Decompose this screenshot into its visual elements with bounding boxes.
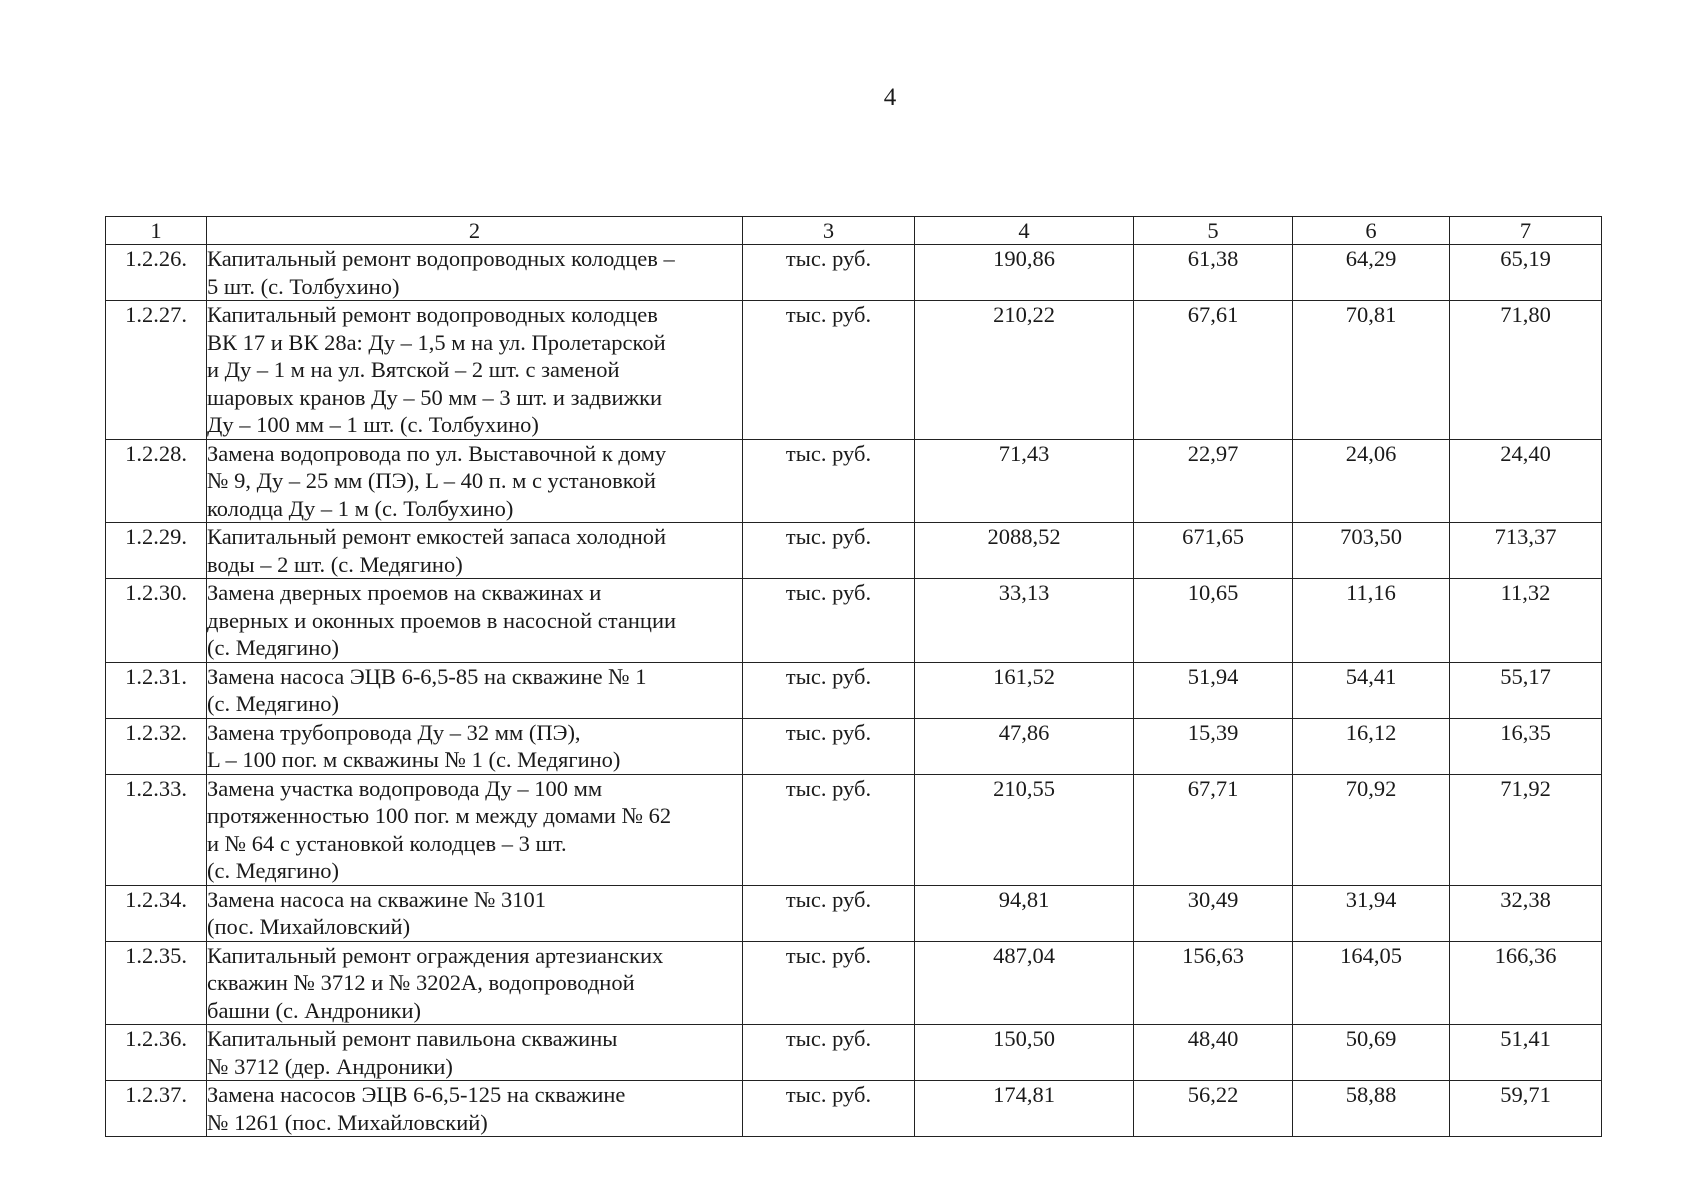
value-cell-col6: 58,88 <box>1293 1081 1450 1137</box>
table-row <box>106 941 1602 1025</box>
row-number-cell: 1.2.31. <box>106 662 207 718</box>
description-line: Капитальный ремонт водопроводных колодцев <box>207 302 658 327</box>
unit-cell: тыс. руб. <box>743 301 915 440</box>
description-line: шаровых кранов Ду – 50 мм – 3 шт. и задвижки <box>207 384 663 410</box>
column-header: 1 <box>106 217 207 245</box>
value-cell-col7: 59,71 <box>1450 1081 1602 1137</box>
description-cell <box>207 523 743 579</box>
description-line: Капитальный ремонт водопроводных колодцев – <box>207 246 675 271</box>
description-cell <box>207 439 743 523</box>
unit-cell: тыс. руб. <box>743 718 915 774</box>
value-cell-col7: 16,35 <box>1450 718 1602 774</box>
description-line: Замена насоса на скважине № 3101 <box>207 886 547 912</box>
description-line: L – 100 пог. м скважины № 1 (с. Медягино) <box>207 747 621 772</box>
value-cell-col6: 54,41 <box>1293 662 1450 718</box>
row-number-cell: 1.2.32. <box>106 718 207 774</box>
description-line: № 1261 (пос. Михайловский) <box>207 1109 488 1135</box>
column-header: 7 <box>1450 217 1602 245</box>
value-cell-col6: 164,05 <box>1293 941 1450 1025</box>
header-row <box>106 217 1602 245</box>
description-line: дверных и оконных проемов в насосной станции <box>207 607 677 633</box>
row-number-cell: 1.2.33. <box>106 774 207 885</box>
description-line: башни (с. Андроники) <box>207 997 421 1023</box>
description-line: скважин № 3712 и № 3202А, водопроводной <box>207 970 635 995</box>
value-cell-col4: 174,81 <box>915 1081 1134 1137</box>
works-table <box>105 216 1602 1137</box>
value-cell-col5: 67,61 <box>1134 301 1293 440</box>
description-line: (пос. Михайловский) <box>207 914 411 939</box>
table-row <box>106 1025 1602 1081</box>
value-cell-col5: 30,49 <box>1134 885 1293 941</box>
column-header: 3 <box>743 217 915 245</box>
value-cell-col6: 16,12 <box>1293 718 1450 774</box>
value-cell-col5: 10,65 <box>1134 579 1293 663</box>
table-row <box>106 662 1602 718</box>
row-number-cell: 1.2.36. <box>106 1025 207 1081</box>
value-cell-col5: 61,38 <box>1134 245 1293 301</box>
description-line: (с. Медягино) <box>207 858 339 883</box>
description-line: Замена трубопровода Ду – 32 мм (ПЭ), <box>207 719 581 745</box>
value-cell-col5: 67,71 <box>1134 774 1293 885</box>
value-cell-col7: 32,38 <box>1450 885 1602 941</box>
value-cell-col6: 31,94 <box>1293 885 1450 941</box>
description-cell <box>207 662 743 718</box>
value-cell-col6: 703,50 <box>1293 523 1450 579</box>
value-cell-col6: 70,92 <box>1293 774 1450 885</box>
value-cell-col5: 22,97 <box>1134 439 1293 523</box>
value-cell-col5: 671,65 <box>1134 523 1293 579</box>
value-cell-col5: 156,63 <box>1134 941 1293 1025</box>
value-cell-col4: 94,81 <box>915 885 1134 941</box>
column-header: 6 <box>1293 217 1450 245</box>
value-cell-col4: 210,22 <box>915 301 1134 440</box>
value-cell-col6: 11,16 <box>1293 579 1450 663</box>
value-cell-col5: 48,40 <box>1134 1025 1293 1081</box>
table-row <box>106 245 1602 301</box>
unit-cell: тыс. руб. <box>743 579 915 663</box>
table-row <box>106 301 1602 440</box>
table-row <box>106 774 1602 885</box>
unit-cell: тыс. руб. <box>743 1081 915 1137</box>
description-line: и Ду – 1 м на ул. Вятской – 2 шт. с заменой <box>207 357 620 382</box>
value-cell-col4: 33,13 <box>915 579 1134 663</box>
unit-cell: тыс. руб. <box>743 885 915 941</box>
row-number-cell: 1.2.34. <box>106 885 207 941</box>
description-line: колодца Ду – 1 м (с. Толбухино) <box>207 495 514 521</box>
description-cell <box>207 774 743 885</box>
value-cell-col5: 56,22 <box>1134 1081 1293 1137</box>
value-cell-col4: 190,86 <box>915 245 1134 301</box>
description-cell <box>207 885 743 941</box>
description-line: Замена насоса ЭЦВ 6-6,5-85 на скважине № 1 <box>207 663 647 689</box>
unit-cell: тыс. руб. <box>743 523 915 579</box>
value-cell-col6: 50,69 <box>1293 1025 1450 1081</box>
column-header: 5 <box>1134 217 1293 245</box>
value-cell-col7: 51,41 <box>1450 1025 1602 1081</box>
description-line: Капитальный ремонт емкостей запаса холодной <box>207 524 667 549</box>
unit-cell: тыс. руб. <box>743 774 915 885</box>
value-cell-col7: 55,17 <box>1450 662 1602 718</box>
column-header: 2 <box>207 217 743 245</box>
description-line: воды – 2 шт. (с. Медягино) <box>207 551 463 577</box>
value-cell-col7: 65,19 <box>1450 245 1602 301</box>
value-cell-col7: 713,37 <box>1450 523 1602 579</box>
value-cell-col6: 24,06 <box>1293 439 1450 523</box>
description-line: Ду – 100 мм – 1 шт. (с. Толбухино) <box>207 412 539 437</box>
unit-cell: тыс. руб. <box>743 941 915 1025</box>
value-cell-col4: 487,04 <box>915 941 1134 1025</box>
description-cell <box>207 301 743 440</box>
description-line: 5 шт. (с. Толбухино) <box>207 273 400 299</box>
table-row <box>106 718 1602 774</box>
description-line: Замена дверных проемов на скважинах и <box>207 580 602 605</box>
description-line: Замена насосов ЭЦВ 6-6,5-125 на скважине <box>207 1082 626 1107</box>
description-cell <box>207 579 743 663</box>
description-cell <box>207 245 743 301</box>
description-cell <box>207 718 743 774</box>
description-line: № 9, Ду – 25 мм (ПЭ), L – 40 п. м с установкой <box>207 468 656 493</box>
description-line: (с. Медягино) <box>207 691 339 716</box>
row-number-cell: 1.2.29. <box>106 523 207 579</box>
value-cell-col6: 64,29 <box>1293 245 1450 301</box>
value-cell-col7: 71,92 <box>1450 774 1602 885</box>
value-cell-col4: 47,86 <box>915 718 1134 774</box>
value-cell-col5: 51,94 <box>1134 662 1293 718</box>
table-row <box>106 523 1602 579</box>
table-row <box>106 885 1602 941</box>
description-line: протяженностью 100 пог. м между домами № 62 <box>207 803 672 828</box>
table-row <box>106 439 1602 523</box>
unit-cell: тыс. руб. <box>743 662 915 718</box>
description-cell <box>207 1025 743 1081</box>
value-cell-col7: 166,36 <box>1450 941 1602 1025</box>
value-cell-col4: 161,52 <box>915 662 1134 718</box>
row-number-cell: 1.2.26. <box>106 245 207 301</box>
value-cell-col4: 71,43 <box>915 439 1134 523</box>
value-cell-col7: 11,32 <box>1450 579 1602 663</box>
value-cell-col4: 210,55 <box>915 774 1134 885</box>
value-cell-col4: 2088,52 <box>915 523 1134 579</box>
description-cell <box>207 1081 743 1137</box>
description-line: Капитальный ремонт ограждения артезианских <box>207 942 664 968</box>
table-row <box>106 579 1602 663</box>
description-line: и № 64 с установкой колодцев – 3 шт. <box>207 830 567 856</box>
description-cell <box>207 941 743 1025</box>
table-body <box>106 245 1602 1137</box>
unit-cell: тыс. руб. <box>743 245 915 301</box>
page-number: 4 <box>883 84 897 111</box>
value-cell-col6: 70,81 <box>1293 301 1450 440</box>
column-header: 4 <box>915 217 1134 245</box>
description-line: № 3712 (дер. Андроники) <box>207 1053 453 1079</box>
row-number-cell: 1.2.37. <box>106 1081 207 1137</box>
description-line: Замена водопровода по ул. Выставочной к дому <box>207 440 667 466</box>
row-number-cell: 1.2.30. <box>106 579 207 663</box>
table-row <box>106 1081 1602 1137</box>
description-line: Капитальный ремонт павильона скважины <box>207 1026 618 1051</box>
description-line: (с. Медягино) <box>207 635 339 660</box>
value-cell-col5: 15,39 <box>1134 718 1293 774</box>
row-number-cell: 1.2.28. <box>106 439 207 523</box>
value-cell-col4: 150,50 <box>915 1025 1134 1081</box>
unit-cell: тыс. руб. <box>743 439 915 523</box>
unit-cell: тыс. руб. <box>743 1025 915 1081</box>
description-line: Замена участка водопровода Ду – 100 мм <box>207 775 603 801</box>
row-number-cell: 1.2.35. <box>106 941 207 1025</box>
value-cell-col7: 71,80 <box>1450 301 1602 440</box>
value-cell-col7: 24,40 <box>1450 439 1602 523</box>
description-line: ВК 17 и ВК 28а: Ду – 1,5 м на ул. Пролетарской <box>207 329 666 355</box>
row-number-cell: 1.2.27. <box>106 301 207 440</box>
